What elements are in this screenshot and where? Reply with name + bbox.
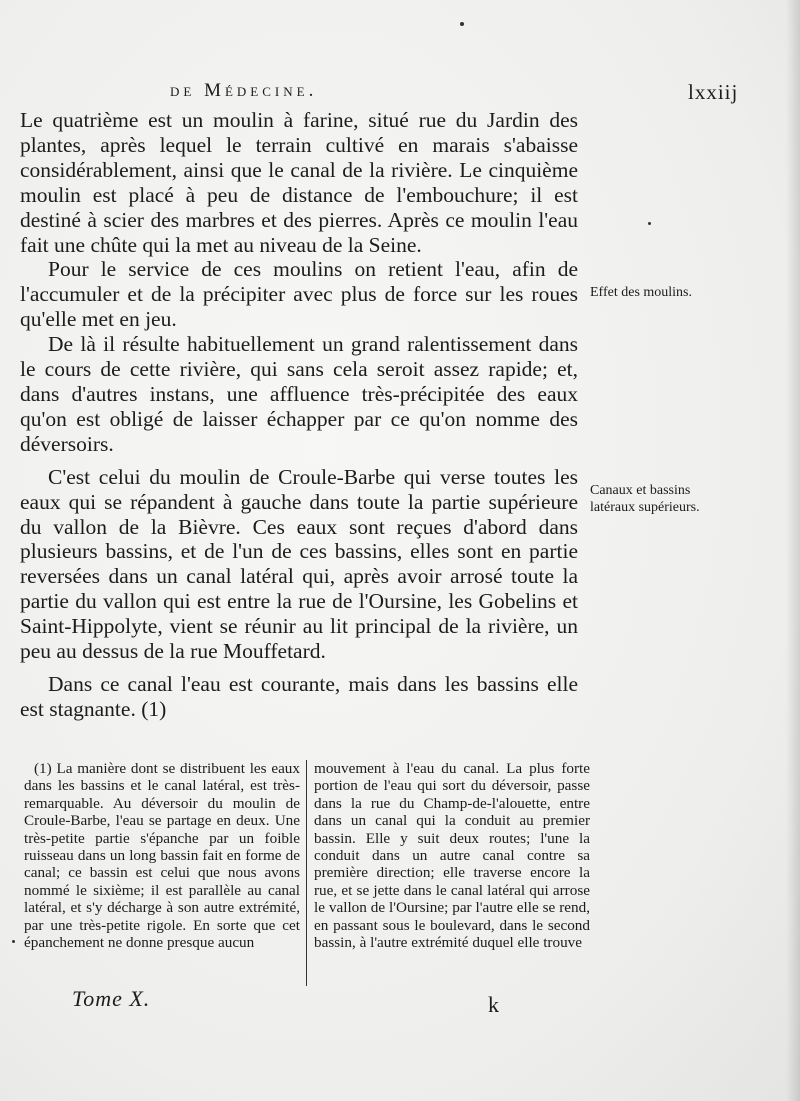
paragraph-4: C'est celui du moulin de Croule-Barbe qui verse toutes les eaux qui se répandent à gauche dans toute la partie supérieure du vallon de la Bièvre. Ces eaux sont reçues d'abord dans plusieurs bassins, et de l'un de ces bassins, elles sont en partie reversées dans un canal latéral qui, après avoir arrosé toute la partie du vallon qui est entre la rue de l'Oursine, les Gobelins et Saint-Hippolyte, vient se réunir au lit principal de la rivière, un peu au dessus de la rue Mouffetard. (20, 464, 578, 664)
column-divider (306, 760, 307, 986)
margin-note-moulins: Effet des moulins. (590, 285, 693, 300)
paragraph-3: De là il résulte habituellement un grand ralentissement dans le cours de cette rivière, qui sans cela seroit assez rapide; et, dans d'autres instans, une affluence très-précipitée des eaux qu'on est obligé de laisser échapper par ce qu'on nomme des déversoirs. (20, 332, 578, 456)
paragraph-5: Dans ce canal l'eau est courante, mais dans les bassins elle est stagnante. (1) (20, 671, 578, 721)
ink-speck (460, 22, 464, 26)
main-text (20, 108, 578, 722)
ink-speck (12, 940, 15, 943)
running-title: de Médecine. (170, 80, 318, 101)
footnote-right-column: mouvement à l'eau du canal. La plus forte portion de l'eau qui sort du déversoir, passe dans la rue du Champ-de-l'alouette, entre dans un canal qui la conduit au premier bassin. Elle y suit deux routes; l'une la conduit dans un autre canal contre sa première direction; elle traverse encore la rue, et se jette dans le canal latéral qui arrose le vallon de l'Oursine; par l'autre elle se rend, en passant sous le boulevard, dans le second bassin, à l'autre extrémité duquel elle trouve (314, 760, 590, 952)
paragraph-1: Le quatrième est un moulin à farine, situé rue du Jardin des plantes, après lequel le terrain cultivé en marais s'abaisse considérablement, ainsi que le canal de la rivière. Le cinquième moulin est placé à peu de distance de l'embouchure; il est destiné à scier des marbres et des pierres. Après ce moulin l'eau fait une chûte qui la met au niveau de la Seine. (20, 108, 578, 257)
signature-mark: k (488, 992, 499, 1017)
page-edge-shadow (786, 0, 800, 1101)
page-number: lxxiij (688, 80, 739, 104)
volume-signature: Tome X. (72, 986, 151, 1011)
ink-speck (648, 222, 651, 225)
footnote-left-column: (1) La manière dont se distribuent les eaux dans les bassins et le canal latéral, est très-remarquable. Au déversoir du moulin de Croule-Barbe, l'eau se partage en deux. Une très-petite partie s'épanche par un foible ruisseau dans un long bassin fait en forme de canal; ce bassin est celui que nous avons nommé le sixième; il est parallèle au canal latéral, et s'y décharge à son autre extrémité, par une très-petite rigole. En sorte que cet épanchement ne donne presque aucun (24, 760, 300, 952)
margin-note-canaux: Canaux et bassins latéraux supérieurs. (590, 483, 700, 515)
footnote-block (20, 760, 590, 988)
paragraph-2: Pour le service de ces moulins on retient l'eau, afin de l'accumuler et de la précipiter avec plus de force sur les roues qu'elle met en jeu. (20, 257, 578, 332)
